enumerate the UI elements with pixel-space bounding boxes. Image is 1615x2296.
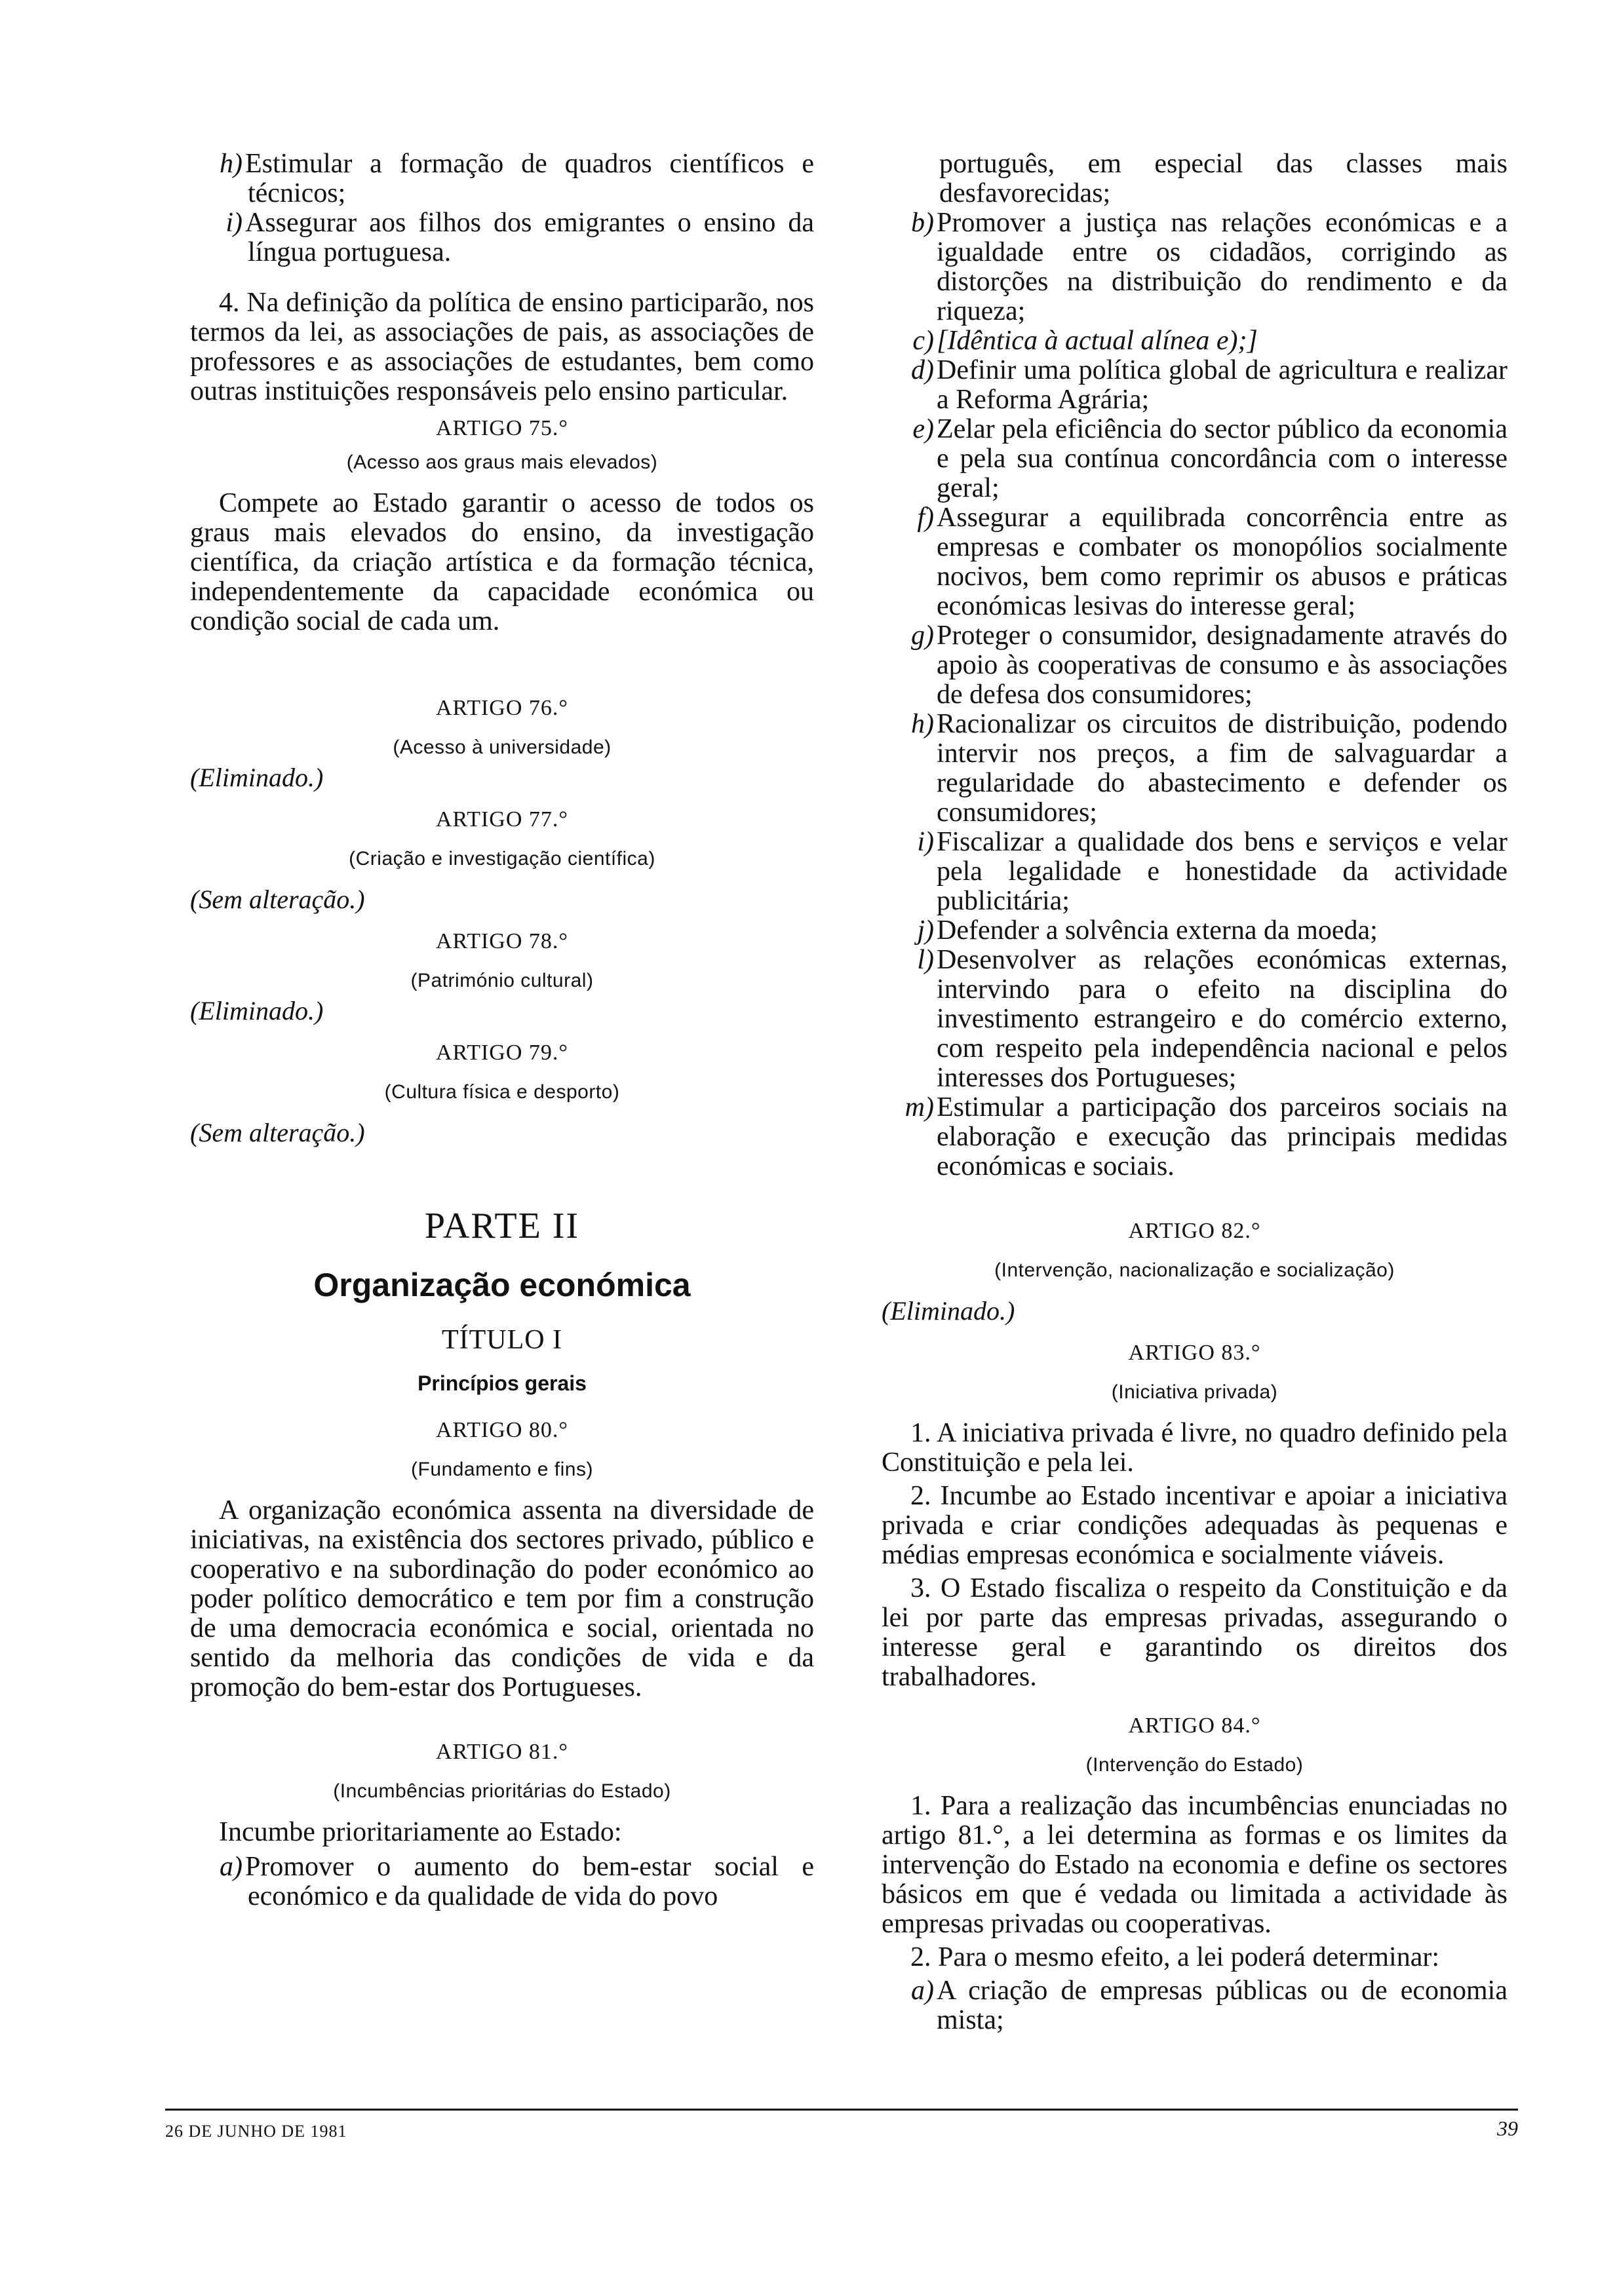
article-subtitle: (Intervenção, nacionalização e socialização) xyxy=(994,1259,1395,1281)
item-text: Assegurar a equilibrada concorrência entre as empresas e combater os monopólios socialmente nocivos, bem como reprimir os abusos e práticas económicas lesivas do interesse geral; xyxy=(937,503,1508,621)
footer-rule xyxy=(165,2109,1518,2111)
item-label: g) xyxy=(911,621,934,651)
article-paragraph: 1. Para a realização das incumbências enunciadas no artigo 81.°, a lei determina as formas e os limites da intervenção do Estado na economia e define os sectores básicos em que é vedada ou limitada a actividade às empresas privadas ou cooperativas. xyxy=(882,1791,1508,1939)
item-label: f) xyxy=(917,503,934,533)
right-column xyxy=(882,149,1508,2035)
list-item-l xyxy=(882,946,1508,1093)
article-subtitle: (Intervenção do Estado) xyxy=(1085,1754,1304,1776)
article-subtitle: (Acesso aos graus mais elevados) xyxy=(346,451,658,473)
list-item-a xyxy=(882,1976,1508,2035)
footer-date: 26 DE JUNHO DE 1981 xyxy=(165,2122,347,2141)
article-subtitle: (Cultura física e desporto) xyxy=(384,1081,620,1103)
list-item-i xyxy=(190,208,814,267)
item-label: m) xyxy=(905,1092,934,1122)
item-label: j) xyxy=(917,915,934,946)
article-intro: Incumbe prioritariamente ao Estado: xyxy=(219,1817,622,1847)
list-item-j xyxy=(882,916,1508,946)
title-subtitle: Princípios gerais xyxy=(418,1371,587,1395)
article-heading: ARTIGO 82.° xyxy=(1128,1219,1261,1243)
list-item-continuation: português, em especial das classes mais desfavorecidas; xyxy=(939,149,1508,208)
article-paragraph: 2. Para o mesmo efeito, a lei poderá determinar: xyxy=(910,1942,1440,1972)
article-subtitle: (Criação e investigação científica) xyxy=(349,848,655,870)
item-text: Promover o aumento do bem-estar social e económico e da qualidade de vida do povo xyxy=(245,1852,814,1911)
article-subtitle: (Acesso à universidade) xyxy=(393,737,612,758)
article-heading: ARTIGO 75.° xyxy=(436,416,568,440)
article-heading: ARTIGO 78.° xyxy=(436,929,568,953)
article-note: (Eliminado.) xyxy=(190,763,324,792)
article-text: Compete ao Estado garantir o acesso de todos os graus mais elevados do ensino, da investigação científica, da criação artística e da formação técnica, independentemente da capacidade económica ou condição social de cada um. xyxy=(190,488,814,636)
list-item-i xyxy=(882,828,1508,916)
item-text: Desenvolver as relações económicas externas, intervindo para o efeito na disciplina do investimento estrangeiro e do comércio externo, com respeito pela independência nacional e pelos interesses dos Portugueses; xyxy=(937,945,1508,1093)
paragraph-4: 4. Na definição da política de ensino participarão, nos termos da lei, as associações de pais, as associações de professores e as associações de estudantes, bem como outras instituições responsáveis pelo ensino particular. xyxy=(190,288,814,406)
article-paragraph: 1. A iniciativa privada é livre, no quadro definido pela Constituição e pela lei. xyxy=(882,1418,1508,1478)
part-heading: PARTE II xyxy=(424,1206,580,1246)
item-text: Definir uma política global de agricultura e realizar a Reforma Agrária; xyxy=(937,355,1508,415)
item-text: Racionalizar os circuitos de distribuição, podendo intervir nos preços, a fim de salvaguardar a regularidade do abastecimento e defender os consumidores; xyxy=(937,709,1508,828)
list-item-c xyxy=(882,326,1508,356)
item-text: Zelar pela eficiência do sector público da economia e pela sua contínua concordância com o interesse geral; xyxy=(937,414,1508,503)
title-heading: TÍTULO I xyxy=(441,1325,563,1355)
item-label: b) xyxy=(911,208,934,238)
item-text: Proteger o consumidor, designadamente através do apoio às cooperativas de consumo e às associações de defesa dos consumidores; xyxy=(937,621,1508,710)
item-text: Assegurar aos filhos dos emigrantes o ensino da língua portuguesa. xyxy=(245,208,814,267)
item-label: a) xyxy=(220,1852,243,1882)
list-item-a xyxy=(190,1852,814,1911)
article-heading: ARTIGO 81.° xyxy=(436,1740,568,1764)
item-text: A criação de empresas públicas ou de economia mista; xyxy=(937,1976,1508,2035)
article-note: (Eliminado.) xyxy=(190,996,324,1025)
part-title: Organização económica xyxy=(313,1267,691,1303)
item-label: i) xyxy=(917,827,934,857)
list-item-g xyxy=(882,621,1508,710)
article-note: (Sem alteração.) xyxy=(190,1118,365,1147)
item-label: h) xyxy=(220,149,243,179)
item-label: c) xyxy=(912,326,934,356)
list-item-d xyxy=(882,356,1508,415)
article-note: (Sem alteração.) xyxy=(190,885,365,914)
article-heading: ARTIGO 83.° xyxy=(1128,1341,1261,1365)
article-subtitle: (Incumbências prioritárias do Estado) xyxy=(333,1780,671,1802)
article-subtitle: (Património cultural) xyxy=(410,970,594,991)
item-label: e) xyxy=(912,414,934,444)
item-text: Defender a solvência externa da moeda; xyxy=(937,915,1378,946)
item-label: h) xyxy=(911,709,934,739)
list-item-b xyxy=(882,208,1508,326)
article-paragraph: 3. O Estado fiscaliza o respeito da Constituição e da lei por parte das empresas privadas, assegurando o interesse geral e garantindo os direitos dos trabalhadores. xyxy=(882,1573,1508,1692)
list-item-h xyxy=(190,149,814,208)
item-label: a) xyxy=(911,1976,934,2006)
item-text: Estimular a formação de quadros científicos e técnicos; xyxy=(245,149,814,208)
list-item-m xyxy=(882,1093,1508,1181)
article-text: A organização económica assenta na diversidade de iniciativas, na existência dos sectores privado, público e cooperativo e na subordinação do poder económico ao poder político democrático e tem por fim a construção de uma democracia económica e social, orientada no sentido da melhoria das condições de vida e da promoção do bem-estar dos Portugueses. xyxy=(190,1495,814,1702)
item-text: Promover a justiça nas relações económicas e a igualdade entre os cidadãos, corrigindo as distorções na distribuição do rendimento e da riqueza; xyxy=(937,208,1508,326)
item-text: [Idêntica à actual alínea e);] xyxy=(937,326,1258,356)
article-heading: ARTIGO 79.° xyxy=(436,1041,568,1065)
item-label: l) xyxy=(917,945,934,975)
left-column xyxy=(190,149,814,1911)
article-heading: ARTIGO 76.° xyxy=(436,696,568,720)
list-item-e xyxy=(882,415,1508,503)
article-note: (Eliminado.) xyxy=(882,1296,1015,1326)
item-label: d) xyxy=(911,355,934,385)
item-text: Estimular a participação dos parceiros sociais na elaboração e execução das principais medidas económicas e sociais. xyxy=(937,1092,1508,1181)
item-text: Fiscalizar a qualidade dos bens e serviços e velar pela legalidade e honestidade da actividade publicitária; xyxy=(937,827,1508,916)
article-paragraph: 2. Incumbe ao Estado incentivar e apoiar a iniciativa privada e criar condições adequadas às pequenas e médias empresas económica e socialmente viáveis. xyxy=(882,1481,1508,1570)
item-label: i) xyxy=(225,208,243,238)
list-item-h xyxy=(882,710,1508,828)
article-heading: ARTIGO 77.° xyxy=(436,807,568,832)
article-subtitle: (Iniciativa privada) xyxy=(1111,1381,1278,1403)
article-heading: ARTIGO 80.° xyxy=(436,1418,568,1442)
article-heading: ARTIGO 84.° xyxy=(1128,1713,1261,1738)
page-number: 39 xyxy=(1497,2116,1518,2140)
article-subtitle: (Fundamento e fins) xyxy=(411,1459,593,1480)
list-item-f xyxy=(882,503,1508,621)
